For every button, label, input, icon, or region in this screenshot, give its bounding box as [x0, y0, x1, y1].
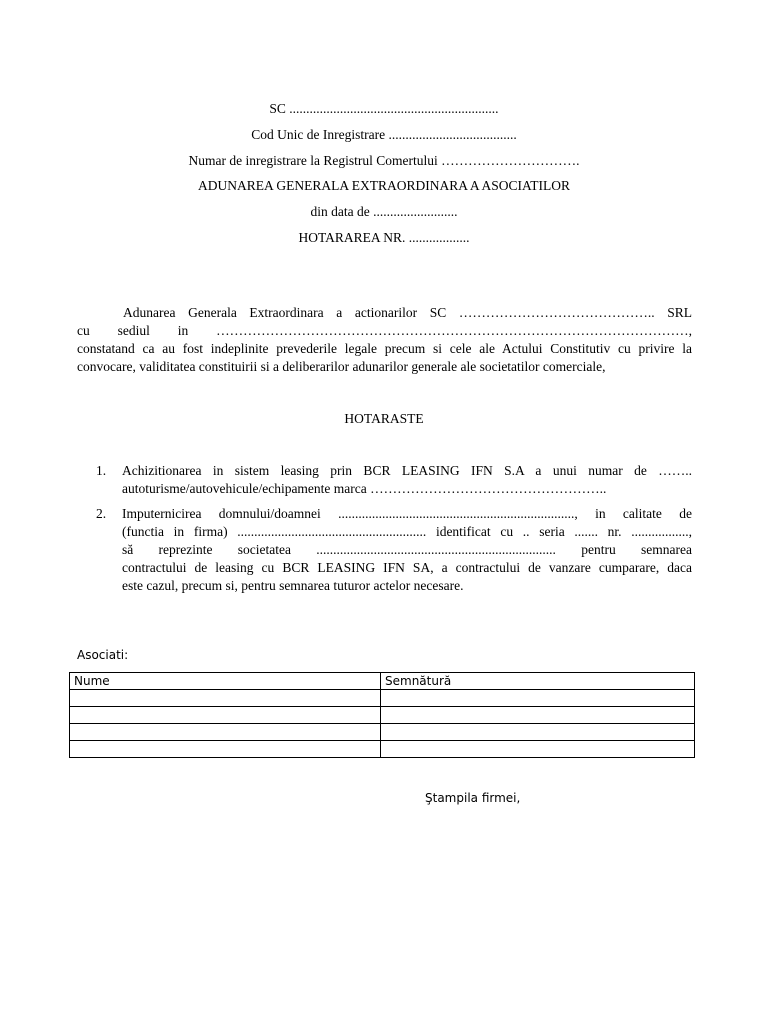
item-2-line-4: contractului de leasing cu BCR LEASING IFN SA, a contractului de vanzare cumparare, daca — [122, 560, 692, 575]
intro-line-3: constatand ca au fost indeplinite prevederile legale precum si cele ale Actului Constitutiv cu privire la — [77, 341, 692, 356]
item-1-line-1: Achizitionarea in sistem leasing prin BCR LEASING IFN S.A a unui numar de …….. — [122, 463, 692, 478]
list-item — [96, 462, 692, 498]
company-line: SC .............................................................. — [269, 101, 499, 116]
table-header-row — [70, 673, 695, 690]
table-row — [70, 690, 695, 707]
intro-line-4: convocare, validitatea constituirii si a deliberarilor adunarilor generale ale societatilor comerciale, — [77, 359, 606, 374]
associates-label: Asociati: — [77, 648, 129, 662]
decides-heading: HOTARASTE — [344, 411, 424, 426]
item-2-line-5: este cazul, precum si, pentru semnarea tuturor actelor necesare. — [122, 578, 464, 593]
item-2-line-2: (functia in firma) ........................................................ identificat cu .. seria ....... nr. ................., — [122, 524, 692, 539]
column-header-name: Nume — [70, 673, 381, 690]
table-row — [70, 724, 695, 741]
name-cell[interactable] — [70, 707, 381, 724]
table-row — [70, 707, 695, 724]
intro-line-1: Adunarea Generala Extraordinara a actionarilor SC …………………………………….. SRL — [123, 305, 692, 320]
item-2-line-3: să reprezinte societatea ....................................................................... pentru semnarea — [122, 542, 692, 557]
signature-cell[interactable] — [381, 724, 695, 741]
name-cell[interactable] — [70, 690, 381, 707]
item-1-line-2: autoturisme/autovehicule/echipamente marca …………………………………………….. — [122, 481, 607, 496]
item-2-line-1: Imputernicirea domnului/doamnei ......................................................................, in calitate de — [122, 506, 692, 521]
registry-number-line: Numar de inregistrare la Registrul Comertului …………………………. — [188, 153, 580, 168]
list-number: 2. — [96, 506, 107, 521]
decision-number: HOTARAREA NR. .................. — [298, 230, 470, 245]
signature-cell[interactable] — [381, 690, 695, 707]
intro-paragraph — [77, 304, 692, 376]
table-row — [70, 741, 695, 758]
signature-cell[interactable] — [381, 741, 695, 758]
signature-cell[interactable] — [381, 707, 695, 724]
list-item — [96, 505, 692, 595]
list-number: 1. — [96, 463, 107, 478]
column-header-signature: Semnătură — [381, 673, 695, 690]
assembly-title: ADUNAREA GENERALA EXTRAORDINARA A ASOCIATILOR — [197, 178, 570, 193]
intro-line-2: cu sediul in ……………………………………………………………………………………………, — [77, 323, 692, 338]
company-stamp-label: Ştampila firmei, — [425, 791, 521, 805]
name-cell[interactable] — [70, 741, 381, 758]
cui-line: Cod Unic de Inregistrare ...................................... — [251, 127, 517, 142]
date-line: din data de ......................... — [310, 204, 458, 219]
name-cell[interactable] — [70, 724, 381, 741]
associates-table — [69, 672, 695, 758]
